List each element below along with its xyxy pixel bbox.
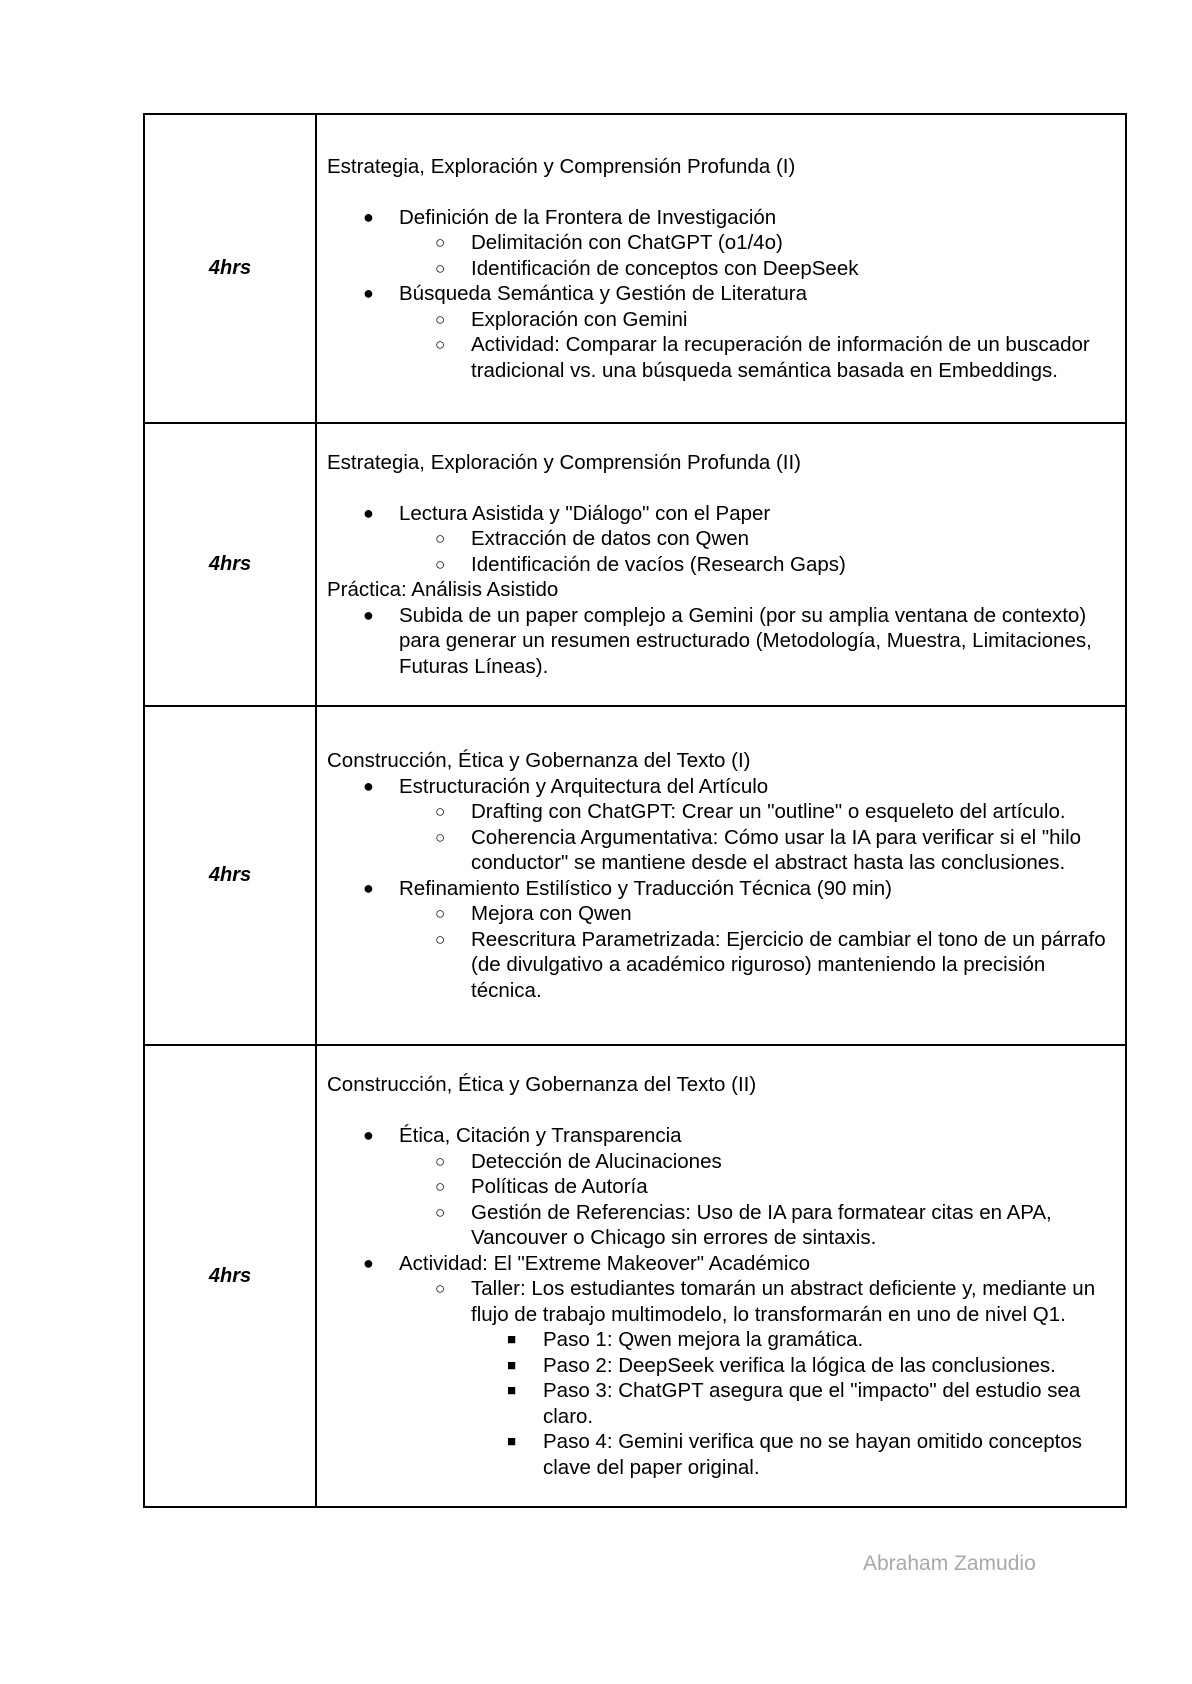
duration-cell: 4hrs (144, 706, 316, 1045)
schedule-row (144, 1045, 1126, 1507)
bullet-square-icon: ■ (507, 1356, 517, 1374)
bullet-dot-icon: ● (363, 775, 374, 796)
bullet-dot-icon: ● (363, 206, 374, 227)
schedule-row (144, 423, 1126, 706)
bullet-dot-icon: ● (363, 1125, 374, 1145)
session-title: Construcción, Ética y Gobernanza del Texto (II) (327, 1073, 757, 1096)
list-item: ○ Reescritura Parametrizada: Ejercicio de cambiar el tono de un párrafo (de divulgativo a académico riguroso) manteniendo la precisión técnica. (435, 927, 1106, 1002)
bullet-circle-icon: ○ (435, 904, 446, 923)
topic-list (327, 774, 1115, 1004)
list-item: ○ Políticas de Autoría (435, 1175, 648, 1198)
list-item: ● Búsqueda Semántica y Gestión de Literatura (363, 282, 807, 306)
list-item: ○ Identificación de conceptos con DeepSeek (435, 256, 859, 280)
list-item: ○ Detección de Alucinaciones (435, 1149, 722, 1173)
list-item: ○ Identificación de vacíos (Research Gaps) (435, 552, 846, 576)
bullet-square-icon: ■ (507, 1331, 517, 1348)
content-cell (316, 1045, 1126, 1507)
list-item: ● Actividad: El "Extreme Makeover" Académico (363, 1251, 811, 1275)
footer-author: Abraham Zamudio (863, 1552, 1036, 1575)
bullet-square-icon: ■ (507, 1433, 517, 1450)
duration-cell: 4hrs (144, 1045, 316, 1507)
bullet-circle-icon: ○ (435, 929, 446, 949)
bullet-dot-icon: ● (363, 283, 374, 304)
list-item: ○ Taller: Los estudiantes tomarán un abstract deficiente y, mediante un flujo de trabajo multimodelo, lo transformarán en uno de nivel Q1. (435, 1277, 1096, 1326)
bullet-circle-icon: ○ (435, 1151, 446, 1171)
bullet-circle-icon: ○ (435, 309, 446, 329)
list-item: ○ Extracción de datos con Qwen (435, 527, 750, 551)
list-item: ■ Paso 2: DeepSeek verifica la lógica de las conclusiones. (507, 1353, 1056, 1377)
list-item: ● Ética, Citación y Transparencia (363, 1124, 682, 1147)
list-item: ■ Paso 3: ChatGPT asegura que el "impacto" del estudio sea claro. (507, 1379, 1081, 1428)
list-item: ● Estructuración y Arquitectura del Artículo (363, 774, 769, 798)
bullet-square-icon: ■ (507, 1382, 517, 1399)
list-item: ○ Drafting con ChatGPT: Crear un "outline" o esqueleto del artículo. (435, 800, 1066, 823)
content-cell (316, 423, 1126, 706)
list-item: ● Definición de la Frontera de Investigación (363, 205, 777, 229)
content-cell (316, 114, 1126, 423)
topic-list (327, 205, 1115, 384)
bullet-dot-icon: ● (363, 1252, 374, 1273)
list-item: ○ Gestión de Referencias: Uso de IA para formatear citas en APA, Vancouver o Chicago sin errores de sintaxis. (435, 1200, 1052, 1249)
list-item: ○ Exploración con Gemini (435, 307, 688, 331)
topic-list (327, 501, 1115, 578)
bullet-circle-icon: ○ (435, 233, 446, 253)
bullet-circle-icon: ○ (435, 258, 446, 278)
list-item: ■ Paso 1: Qwen mejora la gramática. (507, 1328, 864, 1351)
practice-title: Práctica: Análisis Asistido (327, 578, 559, 602)
session-title: Estrategia, Exploración y Comprensión Profunda (II) (327, 450, 802, 474)
bullet-dot-icon: ● (363, 502, 374, 523)
list-item: ○ Mejora con Qwen (435, 902, 632, 925)
list-item: ○ Actividad: Comparar la recuperación de información de un buscador tradicional vs. una búsqueda semántica basada en Embeddings. (435, 333, 1090, 382)
list-item: ○ Delimitación con ChatGPT (o1/4o) (435, 231, 783, 255)
bullet-circle-icon: ○ (435, 827, 446, 847)
duration-cell: 4hrs (144, 423, 316, 706)
bullet-circle-icon: ○ (435, 1279, 446, 1298)
content-cell (316, 706, 1126, 1045)
practice-list (327, 603, 1115, 680)
bullet-circle-icon: ○ (435, 554, 446, 574)
bullet-circle-icon: ○ (435, 335, 446, 355)
bullet-circle-icon: ○ (435, 1177, 446, 1196)
bullet-circle-icon: ○ (435, 1202, 446, 1222)
session-title: Construcción, Ética y Gobernanza del Texto (I) (327, 749, 751, 772)
schedule-row (144, 114, 1126, 423)
bullet-dot-icon: ● (363, 604, 374, 625)
bullet-dot-icon: ● (363, 877, 374, 898)
list-item: ○ Coherencia Argumentativa: Cómo usar la IA para verificar si el "hilo conductor" se mantiene desde el abstract hasta las conclusiones. (435, 825, 1082, 874)
schedule-table (143, 113, 1127, 1508)
list-item: ● Subida de un paper complejo a Gemini (por su amplia ventana de contexto) para generar un resumen estructurado (Metodología, Muestra, Limitaciones, Futuras Líneas). (363, 603, 1092, 678)
list-item: ● Refinamiento Estilístico y Traducción Técnica (90 min) (363, 876, 892, 900)
duration-cell: 4hrs (144, 114, 316, 423)
list-item: ● Lectura Asistida y "Diálogo" con el Paper (363, 501, 771, 525)
list-item: ■ Paso 4: Gemini verifica que no se hayan omitido conceptos clave del paper original. (507, 1430, 1082, 1479)
schedule-row (144, 706, 1126, 1045)
topic-list (327, 1123, 1115, 1480)
bullet-circle-icon: ○ (435, 802, 446, 821)
bullet-circle-icon: ○ (435, 529, 446, 549)
session-title: Estrategia, Exploración y Comprensión Profunda (I) (327, 154, 796, 178)
